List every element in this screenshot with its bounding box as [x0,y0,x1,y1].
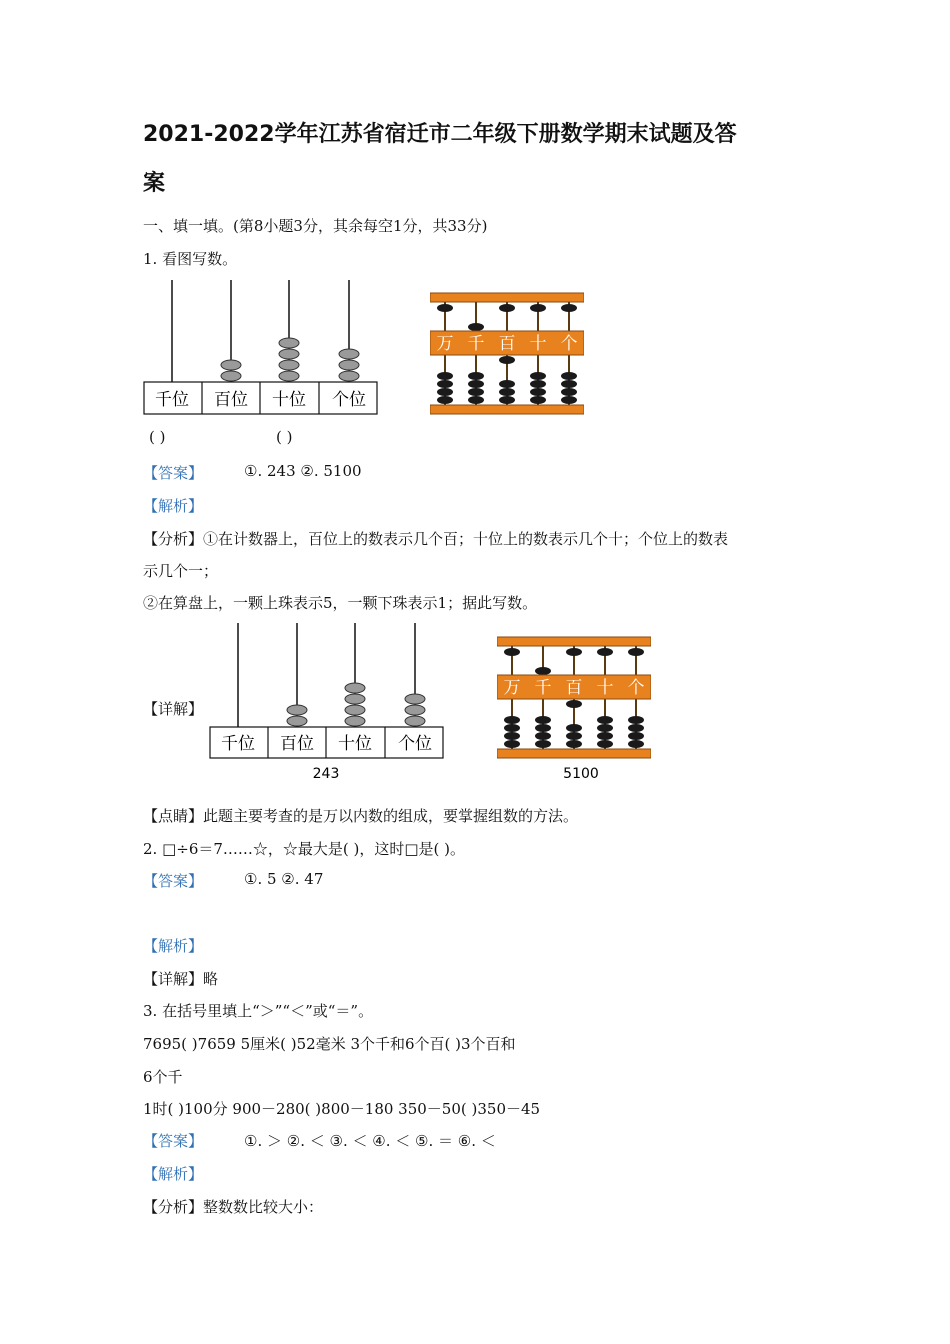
detail-counter-label-thousands: 千位 [221,734,255,754]
q3-row2: 1时( )100分 900－280( )800－180 350－50( )350－45 [143,1100,541,1118]
detail-counter-figure [209,621,445,783]
q3-row1: 7695( )7659 5厘米( )52毫米 3个千和6个百( )3个百和 [143,1035,516,1053]
detail-abacus-label-ge: 个 [627,678,645,698]
detail-counter-label-tens: 十位 [338,734,372,754]
q1-answer-text: ①. 243 ②. 5100 [244,462,362,480]
abacus-label-wan: 万 [436,334,454,354]
abacus-label-ge: 个 [560,334,578,354]
detail-abacus-label-bai: 百 [565,678,583,698]
q2-xiangjie: 【详解】略 [143,970,219,988]
detail-abacus-label-qian: 千 [534,678,552,698]
q2-jiexi-tag: 【解析】 [143,937,204,955]
q1-label: 1. 看图写数。 [143,250,238,268]
q3-label: 3. 在括号里填上“＞”“＜”或“＝”。 [143,1002,374,1020]
detail-abacus-value: 5100 [563,766,599,782]
q1-fenxi-line3: ②在算盘上，一颗上珠表示5，一颗下珠表示1；据此写数。 [143,594,538,612]
detail-abacus-label-wan: 万 [503,678,521,698]
detail-counter-value: 243 [312,766,340,782]
q1-blank-right: ( ) [276,428,293,446]
counter-label-thousands: 千位 [155,390,189,410]
detail-abacus-label-shi: 十 [596,678,614,698]
counter-label-tens: 十位 [272,390,306,410]
doc-title-line1: 2021-2022学年江苏省宿迁市二年级下册数学期末试题及答 [143,122,737,147]
detail-counter-label-hundreds: 百位 [280,734,314,754]
q1-fenxi-line2: 示几个一； [143,562,219,580]
abacus-figure [430,292,584,416]
section-heading: 一、填一填。(第8小题3分，其余每空1分，共33分) [143,217,488,235]
detail-counter-label-ones: 个位 [398,734,432,754]
q3-row1b: 6个千 [143,1068,183,1086]
abacus-label-qian: 千 [467,334,485,354]
counter-label-ones: 个位 [332,390,366,410]
q1-xiangjie-tag: 【详解】 [143,700,204,718]
detail-abacus-figure [497,636,651,784]
q2-answer-tag: 【答案】 [143,872,204,890]
abacus-label-bai: 百 [498,334,516,354]
q1-dianjing: 【点睛】此题主要考查的是万以内数的组成，要掌握组数的方法。 [143,807,579,825]
doc-title-line2: 案 [143,171,166,196]
q3-answer-text: ①. ＞ ②. ＜ ③. ＜ ④. ＜ ⑤. ＝ ⑥. ＜ [244,1132,496,1150]
q1-blank-left: ( ) [149,428,166,446]
q1-fenxi-line1: 【分析】①在计数器上，百位上的数表示几个百；十位上的数表示几个十；个位上的数表 [143,530,729,548]
q3-jiexi-tag: 【解析】 [143,1165,204,1183]
q3-answer-tag: 【答案】 [143,1132,204,1150]
counter-label-hundreds: 百位 [214,390,248,410]
counter-figure [143,278,379,416]
abacus-label-shi: 十 [529,334,547,354]
q2-label: 2. □÷6＝7……☆，☆最大是( )，这时□是( )。 [143,840,466,858]
q1-answer-tag: 【答案】 [143,464,204,482]
q2-answer-text: ①. 5 ②. 47 [244,870,324,888]
q1-jiexi-tag: 【解析】 [143,497,204,515]
q3-fenxi: 【分析】整数数比较大小： [143,1198,324,1216]
